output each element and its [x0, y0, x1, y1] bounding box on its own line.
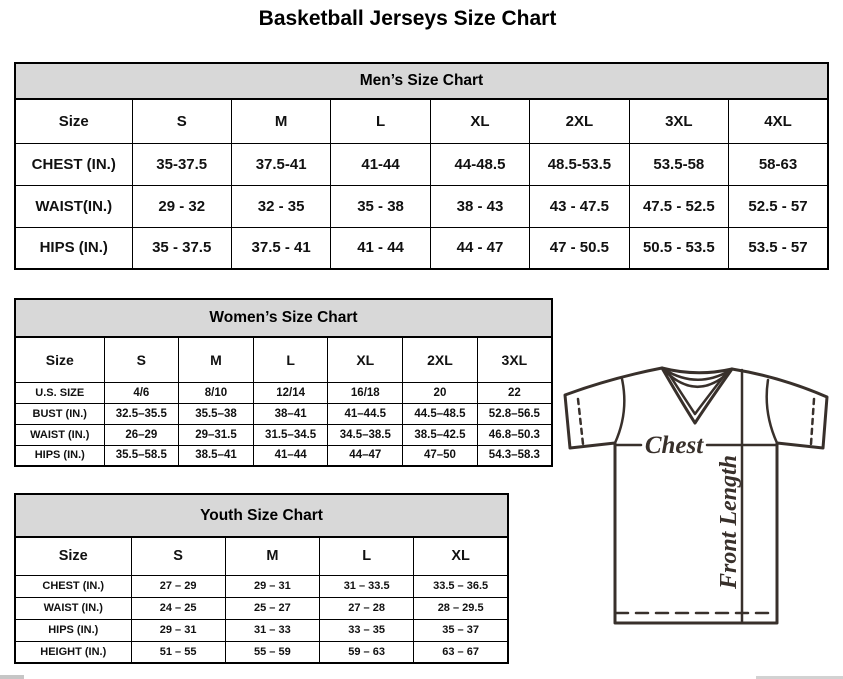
- chest-label: Chest: [644, 432, 704, 459]
- table-cell: 27 – 28: [320, 597, 414, 619]
- column-header: M: [179, 337, 254, 382]
- table-cell: 53.5 - 57: [729, 227, 828, 269]
- header-row: [15, 99, 828, 143]
- row-label: BUST (IN.): [15, 403, 104, 424]
- column-header: S: [132, 99, 231, 143]
- table-row: [15, 424, 552, 445]
- table-cell: 37.5-41: [231, 143, 330, 185]
- table-cell: 22: [477, 382, 552, 403]
- table-cell: 59 – 63: [320, 641, 414, 663]
- table-row: [15, 619, 508, 641]
- table-cell: 58-63: [729, 143, 828, 185]
- table-cell: 63 – 67: [414, 641, 508, 663]
- table-cell: 47.5 - 52.5: [629, 185, 728, 227]
- table-cell: 32.5–35.5: [104, 403, 179, 424]
- column-header: Size: [15, 99, 132, 143]
- row-label: HIPS (IN.): [15, 445, 104, 466]
- row-label: HIPS (IN.): [15, 619, 131, 641]
- womens-size-table: [14, 336, 553, 467]
- table-cell: 37.5 - 41: [231, 227, 330, 269]
- table-cell: 4/6: [104, 382, 179, 403]
- column-header: L: [253, 337, 328, 382]
- table-cell: 35.5–38: [179, 403, 254, 424]
- table-cell: 41–44.5: [328, 403, 403, 424]
- table-cell: 53.5-58: [629, 143, 728, 185]
- column-header: XL: [430, 99, 529, 143]
- column-header: L: [320, 537, 414, 575]
- table-cell: 44.5–48.5: [403, 403, 478, 424]
- table-cell: 35-37.5: [132, 143, 231, 185]
- page-title: Basketball Jerseys Size Chart: [258, 7, 557, 30]
- table-cell: 29 – 31: [225, 575, 319, 597]
- table-cell: 44–47: [328, 445, 403, 466]
- table-cell: 31.5–34.5: [253, 424, 328, 445]
- table-cell: 16/18: [328, 382, 403, 403]
- mens-chart-header: Men’s Size Chart: [14, 62, 829, 100]
- left-cuff-dashed-line: [578, 399, 583, 444]
- column-header: 2XL: [403, 337, 478, 382]
- table-cell: 38.5–41: [179, 445, 254, 466]
- scrollbar-fragment-left[interactable]: [0, 675, 24, 679]
- table-cell: 44 - 47: [430, 227, 529, 269]
- row-label: HEIGHT (IN.): [15, 641, 131, 663]
- row-label: WAIST (IN.): [15, 424, 104, 445]
- header-row: [15, 337, 552, 382]
- womens-chart-header: Women’s Size Chart: [14, 298, 553, 338]
- table-cell: 29–31.5: [179, 424, 254, 445]
- column-header: Size: [15, 337, 104, 382]
- left-sleeve-seam: [615, 379, 624, 443]
- row-label: WAIST (IN.): [15, 597, 131, 619]
- column-header: XL: [328, 337, 403, 382]
- row-label: HIPS (IN.): [15, 227, 132, 269]
- table-cell: 46.8–50.3: [477, 424, 552, 445]
- table-cell: 41-44: [331, 143, 430, 185]
- table-cell: 20: [403, 382, 478, 403]
- table-cell: 35 - 37.5: [132, 227, 231, 269]
- table-cell: 33 – 35: [320, 619, 414, 641]
- table-cell: 31 – 33.5: [320, 575, 414, 597]
- header-row: [15, 537, 508, 575]
- table-cell: 41 - 44: [331, 227, 430, 269]
- table-row: [15, 227, 828, 269]
- table-cell: 35.5–58.5: [104, 445, 179, 466]
- table-row: [15, 143, 828, 185]
- jersey-measurement-diagram-icon: [556, 362, 838, 628]
- table-cell: 25 – 27: [225, 597, 319, 619]
- table-cell: 44-48.5: [430, 143, 529, 185]
- mens-size-chart-section: [14, 62, 829, 270]
- table-row: [15, 382, 552, 403]
- table-cell: 50.5 - 53.5: [629, 227, 728, 269]
- table-row: [15, 185, 828, 227]
- row-label: WAIST(IN.): [15, 185, 132, 227]
- column-header: Size: [15, 537, 131, 575]
- column-header: S: [131, 537, 225, 575]
- front-length-label: Front Length: [716, 454, 742, 590]
- table-cell: 38.5–42.5: [403, 424, 478, 445]
- column-header: M: [231, 99, 330, 143]
- table-cell: 29 - 32: [132, 185, 231, 227]
- table-cell: 35 – 37: [414, 619, 508, 641]
- table-cell: 47 - 50.5: [530, 227, 629, 269]
- youth-size-table: [14, 536, 509, 664]
- table-cell: 47–50: [403, 445, 478, 466]
- table-cell: 34.5–38.5: [328, 424, 403, 445]
- table-cell: 48.5-53.5: [530, 143, 629, 185]
- row-label: CHEST (IN.): [15, 143, 132, 185]
- table-cell: 43 - 47.5: [530, 185, 629, 227]
- table-cell: 41–44: [253, 445, 328, 466]
- table-cell: 26–29: [104, 424, 179, 445]
- table-cell: 55 – 59: [225, 641, 319, 663]
- table-cell: 33.5 – 36.5: [414, 575, 508, 597]
- table-cell: 54.3–58.3: [477, 445, 552, 466]
- jersey-outline: [565, 368, 827, 623]
- table-row: [15, 575, 508, 597]
- table-row: [15, 641, 508, 663]
- column-header: 4XL: [729, 99, 828, 143]
- table-cell: 8/10: [179, 382, 254, 403]
- column-header: 3XL: [629, 99, 728, 143]
- youth-chart-header: Youth Size Chart: [14, 493, 509, 538]
- table-cell: 38 - 43: [430, 185, 529, 227]
- table-cell: 51 – 55: [131, 641, 225, 663]
- table-row: [15, 445, 552, 466]
- table-cell: 32 - 35: [231, 185, 330, 227]
- column-header: 3XL: [477, 337, 552, 382]
- table-cell: 28 – 29.5: [414, 597, 508, 619]
- table-cell: 27 – 29: [131, 575, 225, 597]
- table-row: [15, 597, 508, 619]
- table-cell: 52.5 - 57: [729, 185, 828, 227]
- column-header: M: [225, 537, 319, 575]
- table-row: [15, 403, 552, 424]
- column-header: S: [104, 337, 179, 382]
- row-label: U.S. SIZE: [15, 382, 104, 403]
- table-cell: 35 - 38: [331, 185, 430, 227]
- table-cell: 31 – 33: [225, 619, 319, 641]
- table-cell: 12/14: [253, 382, 328, 403]
- right-cuff-dashed-line: [811, 399, 814, 444]
- youth-size-chart-section: [14, 493, 509, 664]
- right-sleeve-seam: [767, 380, 777, 443]
- column-header: 2XL: [530, 99, 629, 143]
- mens-size-table: [14, 98, 829, 270]
- column-header: XL: [414, 537, 508, 575]
- table-cell: 52.8–56.5: [477, 403, 552, 424]
- table-cell: 29 – 31: [131, 619, 225, 641]
- row-label: CHEST (IN.): [15, 575, 131, 597]
- table-cell: 24 – 25: [131, 597, 225, 619]
- table-cell: 38–41: [253, 403, 328, 424]
- womens-size-chart-section: [14, 298, 553, 467]
- column-header: L: [331, 99, 430, 143]
